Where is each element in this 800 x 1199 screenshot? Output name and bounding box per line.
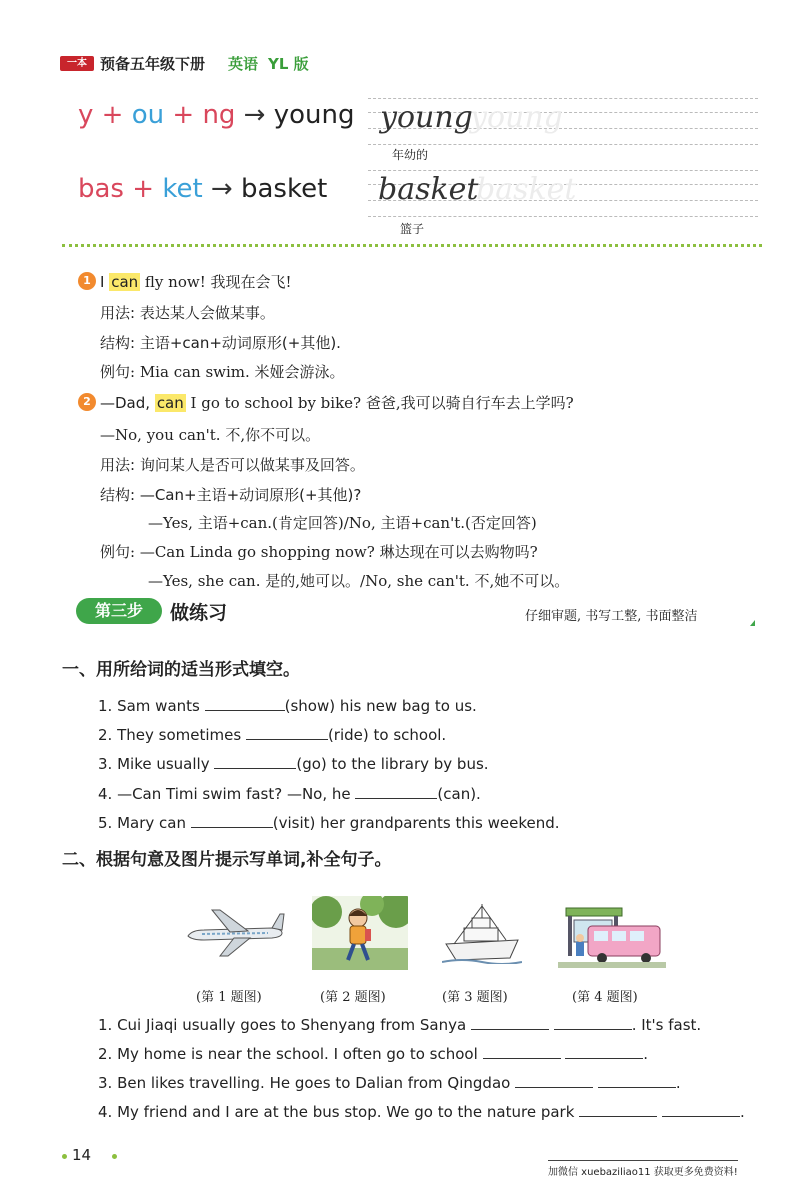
exercise-2-4 (98, 1102, 745, 1121)
text: 3. Mike usually (98, 755, 215, 773)
exercise-2-1 (98, 1015, 701, 1034)
text: (show) his new bag to us. (284, 697, 477, 715)
caption-1: (第 1 题图) (196, 990, 262, 1005)
text: 3. Ben likes travelling. He goes to Dalian from Qingdao (98, 1074, 516, 1092)
step-title: 做练习 (170, 602, 228, 624)
reply-2: —No, you can't. 不,你不可以。 (100, 426, 321, 444)
answer-blank[interactable] (483, 1044, 561, 1059)
grammar-point-1 (100, 271, 292, 292)
text: fly now! 我现在会飞! (140, 273, 292, 291)
cursive-young: young (380, 100, 473, 135)
caption-3: (第 3 题图) (442, 990, 508, 1005)
answer-blank[interactable] (246, 725, 328, 740)
footer-watermark: 加微信 xuebaziliao11 获取更多免费资料! (548, 1160, 738, 1178)
answer-blank[interactable] (191, 813, 273, 828)
answer-blank[interactable] (355, 784, 437, 799)
phonics-part: ket (162, 174, 203, 204)
example-2b: —Yes, she can. 是的,她可以。/No, she can't. 不,她不可以。 (148, 572, 570, 590)
text: 4. My friend and I are at the bus stop. We go to the nature park (98, 1103, 580, 1121)
walking-child-picture (312, 896, 408, 970)
phonics-word: young (273, 100, 355, 130)
phonics-part: y (78, 100, 94, 130)
text: 1. Sam wants (98, 697, 205, 715)
text: 1. Cui Jiaqi usually goes to Shenyang from Sanya (98, 1016, 471, 1034)
answer-blank[interactable] (205, 696, 285, 711)
exercise-1-4 (98, 784, 481, 803)
point-number-2: 2 (78, 393, 96, 411)
text: . (675, 1074, 681, 1092)
usage-2: 用法: 询问某人是否可以做某事及回答。 (100, 456, 365, 474)
highlight-can: can (156, 394, 184, 412)
text: 2. My home is near the school. I often go to school (98, 1045, 483, 1063)
airplane-picture (182, 902, 286, 958)
text: (go) to the library by bus. (296, 755, 489, 773)
text: I (100, 273, 110, 291)
edition-label: YL 版 (268, 55, 309, 73)
structure-2b: —Yes, 主语+can.(肯定回答)/No, 主语+can't.(否定回答) (148, 514, 537, 532)
phonics-part: bas (78, 174, 124, 204)
grammar-point-2 (100, 392, 574, 413)
exercise-2-3 (98, 1073, 681, 1092)
exercise-1-2 (98, 725, 446, 744)
text: 2. They sometimes (98, 726, 246, 744)
page-number: 14 (72, 1146, 92, 1164)
answer-blank[interactable] (598, 1073, 676, 1088)
tracing-basket: basket (476, 172, 577, 207)
text: 5. Mary can (98, 814, 191, 832)
caption-2: (第 2 题图) (320, 990, 386, 1005)
text: —Dad, (100, 394, 155, 412)
section-1-title: 一、用所给词的适当形式填空。 (62, 660, 300, 680)
example-2a: 例句: —Can Linda go shopping now? 琳达现在可以去购物吗? (100, 543, 538, 561)
exercise-1-1 (98, 696, 477, 715)
text: . (739, 1103, 745, 1121)
section-divider (62, 244, 762, 247)
answer-blank[interactable] (554, 1015, 632, 1030)
phonics-part: ou (131, 100, 165, 130)
phonics-part: + (93, 100, 132, 130)
tip-mark-icon (750, 620, 755, 626)
structure-1: 结构: 主语+can+动词原形(+其他). (100, 334, 341, 352)
book-title: 预备五年级下册 (100, 55, 206, 73)
text: (visit) her grandparents this weekend. (272, 814, 560, 832)
step-badge: 第三步 (76, 598, 162, 624)
text: . It's fast. (631, 1016, 702, 1034)
section-2-title: 二、根据句意及图片提示写单词,补全句子。 (62, 850, 392, 870)
exercise-1-5 (98, 813, 560, 832)
example-1: 例句: Mia can swim. 米娅会游泳。 (100, 363, 345, 381)
phonics-word: basket (240, 174, 328, 204)
usage-1: 用法: 表达某人会做某事。 (100, 304, 275, 322)
answer-blank[interactable] (565, 1044, 643, 1059)
caption-4: (第 4 题图) (572, 990, 638, 1005)
highlight-can: can (111, 273, 139, 291)
exercise-1-3 (98, 754, 489, 773)
page-dot-left (62, 1154, 67, 1159)
phonics-part: + (123, 174, 163, 204)
text: 4. —Can Timi swim fast? —No, he (98, 785, 356, 803)
bus-stop-picture (558, 904, 666, 968)
cursive-basket: basket (378, 172, 479, 207)
tracing-young: young (470, 100, 563, 135)
subject-label: 英语 (228, 55, 259, 73)
page-dot-right (112, 1154, 117, 1159)
phonics-young (78, 100, 355, 130)
step-tip: 仔细审题, 书写工整, 书面整洁 (525, 609, 698, 624)
point-number-1: 1 (78, 272, 96, 290)
text: (can). (437, 785, 481, 803)
text: I go to school by bike? 爸爸,我可以骑自行车去上学吗? (185, 394, 574, 412)
meaning-young: 年幼的 (392, 148, 429, 162)
arrow-icon: → (202, 174, 241, 204)
series-logo: 一本 (60, 56, 94, 71)
answer-blank[interactable] (662, 1102, 740, 1117)
phonics-basket (78, 174, 327, 204)
ship-picture (442, 900, 522, 964)
phonics-part: ng (202, 100, 236, 130)
answer-blank[interactable] (214, 754, 296, 769)
answer-blank[interactable] (579, 1102, 657, 1117)
answer-blank[interactable] (515, 1073, 593, 1088)
structure-2a: 结构: —Can+主语+动词原形(+其他)? (100, 486, 362, 504)
answer-blank[interactable] (471, 1015, 549, 1030)
text: . (643, 1045, 649, 1063)
phonics-part: + (164, 100, 203, 130)
meaning-basket: 篮子 (400, 222, 425, 236)
text: (ride) to school. (327, 726, 447, 744)
arrow-icon: → (235, 100, 274, 130)
exercise-2-2 (98, 1044, 648, 1063)
